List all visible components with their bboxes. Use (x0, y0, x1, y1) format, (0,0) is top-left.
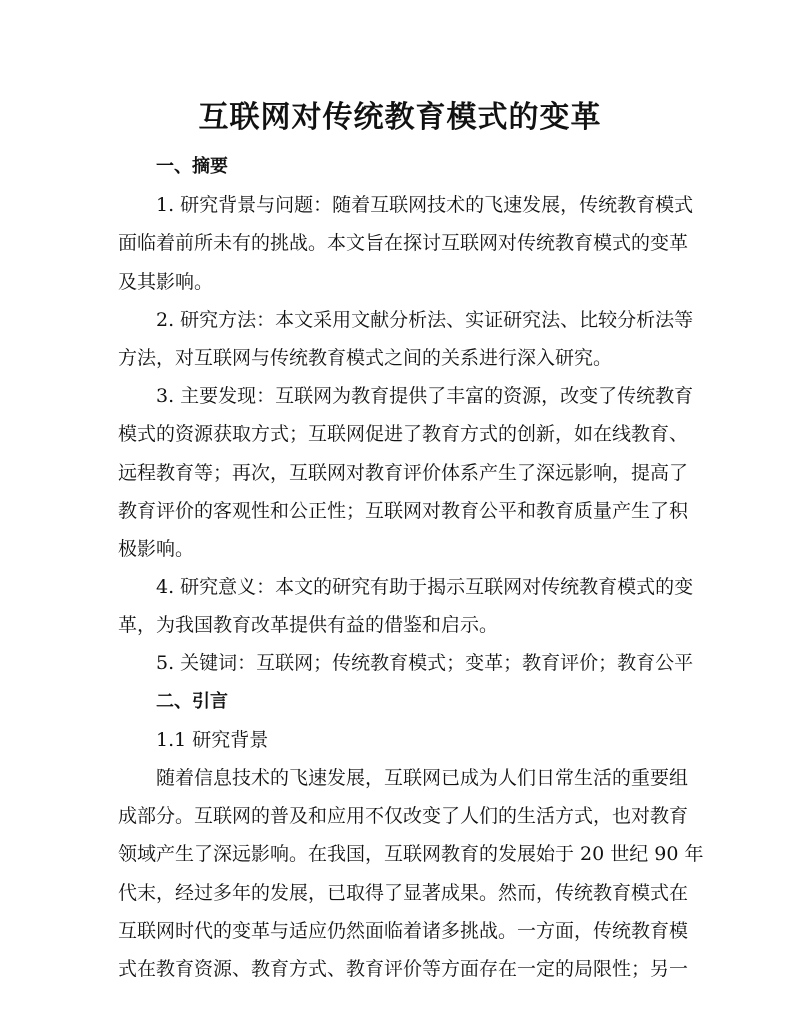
paragraph-line: 式在教育资源、教育方式、教育评价等方面存在一定的局限性；另一 (118, 957, 689, 980)
paragraph-line: 教育评价的客观性和公正性；互联网对教育公平和教育质量产生了积 (118, 499, 689, 522)
paragraph-line: 远程教育等；再次，互联网对教育评价体系产生了深远影响，提高了 (118, 461, 689, 484)
document-body (118, 148, 704, 988)
paragraph-line: 1. 研究背景与问题：随着互联网技术的飞速发展，传统教育模式 (156, 194, 694, 217)
paragraph-line: 领域产生了深远影响。在我国，互联网教育的发展始于 20 世纪 90 年 (118, 843, 704, 866)
paragraph-line: 革，为我国教育改革提供有益的借鉴和启示。 (118, 614, 499, 637)
paragraph-line: 3. 主要发现：互联网为教育提供了丰富的资源，改变了传统教育 (156, 385, 694, 408)
paragraph-line: 方法，对互联网与传统教育模式之间的关系进行深入研究。 (118, 346, 613, 369)
paragraph-line: 2. 研究方法：本文采用文献分析法、实证研究法、比较分析法等 (156, 308, 694, 331)
section-heading-abstract: 一、摘要 (156, 156, 228, 177)
subsection-heading-background: 1.1 研究背景 (156, 728, 269, 751)
section-heading-introduction: 二、引言 (156, 690, 228, 712)
paragraph-line: 极影响。 (118, 537, 195, 560)
paragraph-line: 互联网时代的变革与适应仍然面临着诸多挑战。一方面，传统教育模 (118, 919, 689, 942)
paragraph-line: 面临着前所未有的挑战。本文旨在探讨互联网对传统教育模式的变革 (118, 232, 689, 255)
paragraph-line: 4. 研究意义：本文的研究有助于揭示互联网对传统教育模式的变 (156, 576, 694, 599)
document-title: 互联网对传统教育模式的变革 (198, 100, 602, 135)
paragraph-line: 及其影响。 (118, 270, 214, 293)
paragraph-line: 代末，经过多年的发展，已取得了显著成果。然而，传统教育模式在 (118, 881, 689, 904)
paragraph-line: 成部分。互联网的普及和应用不仅改变了人们的生活方式，也对教育 (118, 805, 689, 828)
keywords-line: 5. 关键词：互联网；传统教育模式；变革；教育评价；教育公平 (156, 652, 694, 675)
paragraph-line: 模式的资源获取方式；互联网促进了教育方式的创新，如在线教育、 (118, 423, 689, 446)
paragraph-line: 随着信息技术的飞速发展，互联网已成为人们日常生活的重要组 (156, 767, 689, 789)
